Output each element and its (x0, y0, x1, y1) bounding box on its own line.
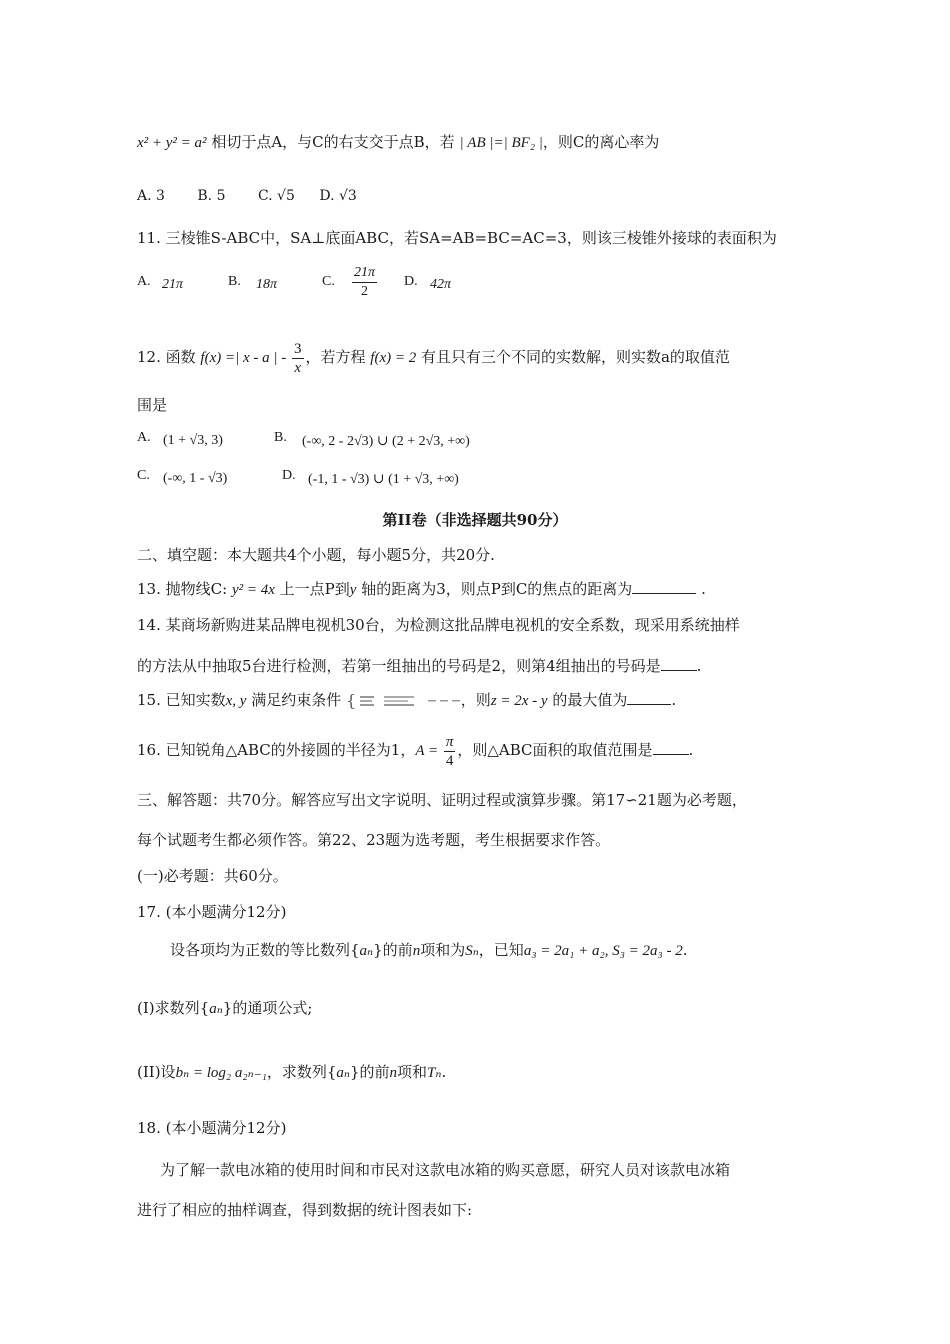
q17-header: 17. (本小题满分12分) (137, 903, 287, 921)
q11-option-c-label: C. (322, 274, 335, 289)
q10-option-a: A. 3 (137, 188, 165, 204)
q17-p2-n: n (389, 1065, 398, 1081)
q11-option-b-value: 18π (256, 277, 278, 292)
q12-function: f(x) =| x - a | - (200, 350, 290, 366)
q14-answer-blank (661, 656, 697, 671)
q12-option-b-label: B. (274, 430, 287, 445)
q17-Tn: Tₙ (427, 1065, 442, 1081)
q12-option-c: (-∞, 1 - √3) (163, 471, 228, 486)
q12-option-c-label: C. (137, 468, 150, 483)
q10-text: 相切于点A，与C的右支交于点B，若 (206, 133, 460, 151)
svg-text:{: { (346, 693, 357, 709)
q15-vars: x, y (225, 693, 247, 709)
part2-header: 二、填空题：本大题共4个小题，每小题5分，共20分. (137, 546, 495, 564)
q17-Sn: Sₙ (465, 943, 479, 959)
q17-bn: bₙ = log₂ a₂ₙ₋₁ (175, 1065, 267, 1081)
q13-yvar: y (349, 582, 357, 598)
q17-n: n (412, 943, 421, 959)
q16-answer-blank (653, 740, 689, 755)
q12-frac-num: 3 (294, 340, 302, 357)
q12-option-a-label: A. (137, 430, 151, 445)
q17-p2-an: aₙ (336, 1065, 350, 1081)
q13-text: 上一点P到 (274, 580, 350, 598)
q15-text2: ，则 (460, 691, 491, 709)
q18-line2: 进行了相应的抽样调查，得到数据的统计图表如下: (137, 1201, 473, 1219)
q17-stem-b: }的前 (373, 941, 413, 959)
q15-text3: 的最大值为 (547, 691, 628, 709)
part3-required: (一)必考题：共60分。 (137, 867, 288, 885)
q13-answer-blank (632, 579, 696, 594)
q12-mid: ，若方程 (305, 348, 371, 366)
q16-num: π (445, 733, 454, 750)
q10-options (137, 186, 357, 206)
q12-option-a: (1 + √3, 3) (163, 433, 223, 448)
q17-p2-end: . (441, 1063, 447, 1081)
q11-option-d-value: 42π (430, 277, 452, 292)
q16-line (137, 730, 693, 771)
q12-frac-den: x (294, 359, 302, 376)
q17-p2-d: 项和 (397, 1063, 428, 1081)
q15-expression: z = 2x - y (490, 693, 548, 709)
q18-header: 18. (本小题满分12分) (137, 1119, 287, 1137)
q17-p2-b: ，求数列{ (266, 1063, 337, 1081)
q17-part1 (137, 998, 312, 1019)
q12-equation: f(x) = 2 (370, 350, 417, 366)
q13-equation: y² = 4x (231, 582, 275, 598)
q10-line (137, 132, 659, 153)
q12-option-d-label: D. (282, 468, 296, 483)
q17-stem-d: ，已知 (478, 941, 524, 959)
q11-option-d-label: D. (404, 274, 418, 289)
q17-p2-c: }的前 (349, 1063, 390, 1081)
q10-circle-equation: x² + y² = a² (137, 135, 207, 151)
q11-option-a-value: 21π (162, 277, 184, 292)
q17-stem-end: . (682, 941, 688, 959)
q14-end: . (696, 657, 702, 675)
q11-option-c-denominator: 2 (361, 284, 368, 299)
q11-option-b-label: B. (228, 274, 241, 289)
q17-p2-a: (II)设 (137, 1063, 176, 1081)
q18-line1: 为了解一款电冰箱的使用时间和市民对这款电冰箱的购买意愿，研究人员对该款电冰箱 (160, 1161, 731, 1179)
q11-option-a-label: A. (137, 274, 151, 289)
q14-line1: 14. 某商场新购进某品牌电视机30台，为检测这批品牌电视机的安全系数，现采用系统抽样 (137, 616, 740, 634)
q13-prefix: 13. 抛物线C: (137, 580, 232, 598)
q16-lhs: A = (415, 743, 442, 759)
q16-text: ，则△ABC面积的取值范围是 (457, 741, 653, 759)
q17-stem-c: 项和为 (420, 941, 466, 959)
q17-part2 (137, 1062, 446, 1083)
q17-stem (170, 940, 688, 961)
q16-den: 4 (445, 752, 454, 769)
q13-line (137, 579, 706, 600)
q17-condition: a₃ = 2a₁ + a₂, S₃ = 2a₃ - 2 (523, 943, 683, 959)
q15-text: 满足约束条件 (246, 691, 342, 709)
q12-line2: 围是 (137, 396, 168, 414)
q16-prefix: 16. 已知锐角△ABC的外接圆的半径为1， (137, 741, 416, 759)
q16-end: . (688, 741, 694, 759)
part3-line1: 三、解答题：共70分。解答应写出文字说明、证明过程或演算步骤。第17∽21题为必考题， (137, 791, 747, 809)
q10-option-d: D. √3 (319, 188, 357, 204)
q13-end: . (696, 580, 706, 598)
q13-text2: 轴的距离为3，则点P到C的焦点的距离为 (356, 580, 633, 598)
part3-line2: 每个试题考生都必须作答。第22、23题为选考题，考生根据要求作答。 (137, 831, 611, 849)
q14-line2 (137, 656, 701, 676)
q12-option-b: (-∞, 2 - 2√3) ∪ (2 + 2√3, +∞) (302, 434, 470, 449)
q12-stem (137, 338, 730, 377)
q12-prefix: 12. 函数 (137, 348, 201, 366)
section-title: 第II卷（非选择题共90分） (382, 511, 568, 529)
q11-stem: 11. 三棱锥S-ABC中，SA⊥底面ABC，若SA=AB=BC=AC=3，则该三棱锥外接球的表面积为 (137, 229, 777, 247)
q15-line (137, 690, 676, 711)
q12-suffix: 有且只有三个不同的实数解，则实数a的取值范 (416, 348, 730, 366)
q15-constraint-image (346, 693, 456, 709)
q10-option-c: C. √5 (257, 188, 295, 204)
q10-condition: | AB |=| BF₂ | (459, 135, 543, 151)
q10-text-end: ，则C的离心率为 (542, 133, 660, 151)
q17-an: aₙ (359, 943, 374, 959)
q10-option-b: B. 5 (197, 188, 226, 204)
q15-end: . (671, 691, 677, 709)
q14-text: 的方法从中抽取5台进行检测，若第一组抽出的号码是2，则第4组抽出的号码是 (137, 657, 661, 675)
q15-answer-blank (627, 690, 671, 705)
q17-p1-an: aₙ (209, 1001, 223, 1017)
q17-stem-a: 设各项均为正数的等比数列{ (170, 941, 360, 959)
q11-option-c-fraction (350, 264, 379, 301)
q17-p1-a: (I)求数列{ (137, 999, 210, 1017)
q12-option-d: (-1, 1 - √3) ∪ (1 + √3, +∞) (308, 472, 459, 487)
q15-prefix: 15. 已知实数 (137, 691, 226, 709)
q11-option-c-numerator: 21π (352, 264, 377, 283)
q17-p1-b: }的通项公式; (222, 999, 313, 1017)
